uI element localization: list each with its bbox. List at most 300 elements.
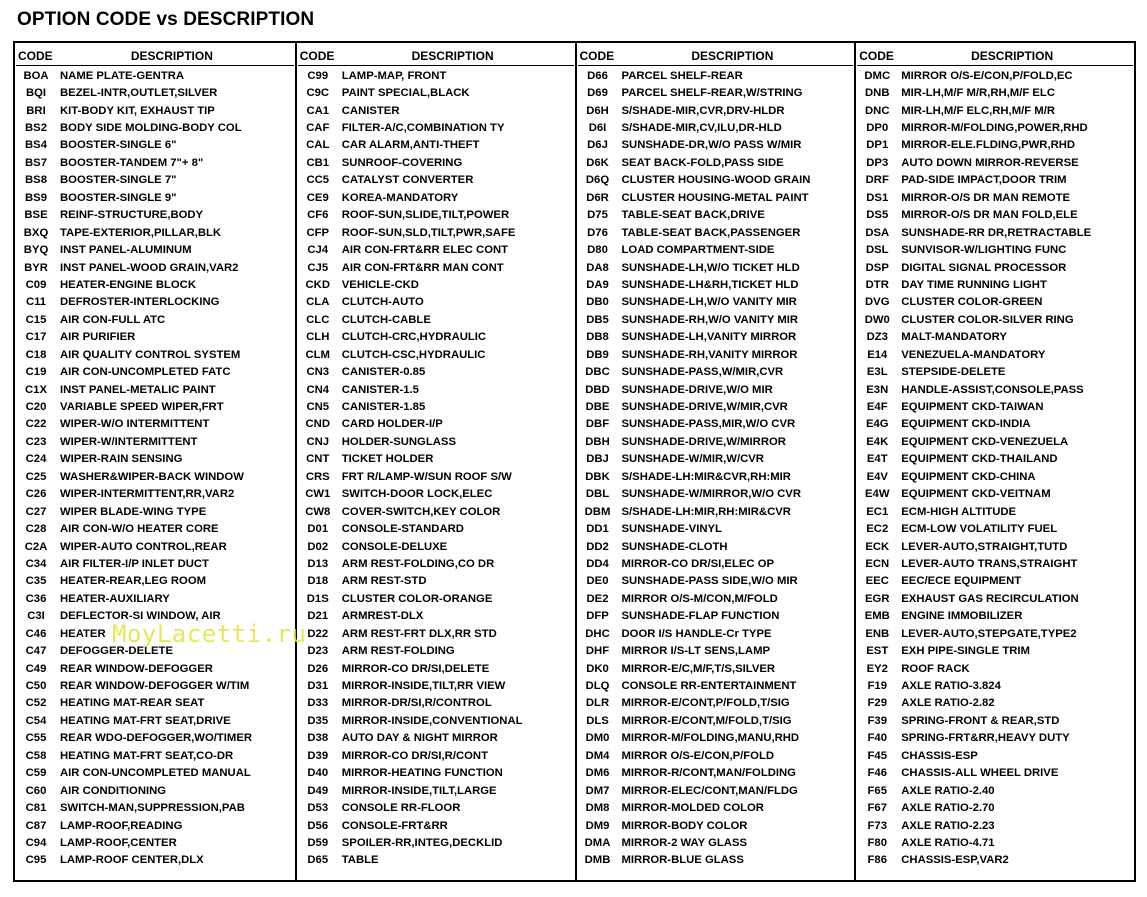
table-row <box>15 67 295 84</box>
table-row <box>297 660 575 677</box>
option-description: LAMP-ROOF CENTER,DLX <box>60 854 204 867</box>
table-row <box>577 468 855 485</box>
option-code: DBC <box>585 366 610 379</box>
option-code: BRI <box>26 104 46 117</box>
table-row <box>856 695 1134 712</box>
option-description: AXLE RATIO-3.824 <box>901 680 1001 693</box>
table-row <box>15 276 295 293</box>
option-code: C28 <box>25 523 47 536</box>
option-description: ROOF-SUN,SLIDE,TILT,POWER <box>341 209 510 222</box>
option-code: EC1 <box>866 505 889 518</box>
option-code: DFP <box>586 610 609 623</box>
option-description: DIGITAL SIGNAL PROCESSOR <box>901 261 1067 274</box>
table-row <box>15 660 295 677</box>
option-code: DBH <box>585 435 610 448</box>
option-code: BQI <box>25 87 47 100</box>
option-description: MIRROR-E/C,M/F,T/S,SILVER <box>621 662 776 675</box>
option-code: BSE <box>24 209 48 222</box>
option-code: DE0 <box>586 575 609 588</box>
table-row <box>15 468 295 485</box>
option-code: CLC <box>306 313 330 326</box>
option-description: AUTO DOWN MIRROR-REVERSE <box>901 156 1079 169</box>
table-row <box>856 590 1134 607</box>
option-code: C2A <box>24 540 48 553</box>
table-row <box>856 625 1134 642</box>
table-row <box>577 660 855 677</box>
option-code: C36 <box>25 592 47 605</box>
option-description: EQUIPMENT CKD-INDIA <box>901 418 1031 431</box>
table-row <box>856 137 1134 154</box>
option-code: C1X <box>25 383 47 396</box>
option-description: SPOILER-RR,INTEG,DECKLID <box>341 836 503 849</box>
option-code: D1S <box>306 592 329 605</box>
option-description: MIRROR-ELEC/CONT,MAN/FLDG <box>621 784 798 797</box>
table-row <box>297 311 575 328</box>
option-code: BS8 <box>25 174 47 187</box>
option-description: AIR CON-UNCOMPLETED MANUAL <box>60 767 251 780</box>
option-description: SUNSHADE-LH,W/O VANITY MIR <box>621 296 797 309</box>
table-row <box>577 695 855 712</box>
table-row <box>15 451 295 468</box>
option-code: CW8 <box>305 505 331 518</box>
option-description: CANISTER-0.85 <box>341 366 426 379</box>
option-description: LEVER-AUTO,STRAIGHT,TUTD <box>901 540 1068 553</box>
table-row <box>577 642 855 659</box>
option-description: CHASSIS-ESP,VAR2 <box>901 854 1009 867</box>
option-description: HEATING MAT-REAR SEAT <box>60 697 205 710</box>
table-row <box>297 329 575 346</box>
option-description: DOOR I/S HANDLE-Cr TYPE <box>621 627 772 640</box>
code-header: CODE <box>579 49 615 63</box>
table-row <box>577 608 855 625</box>
table-row <box>297 189 575 206</box>
table-row <box>856 154 1134 171</box>
option-description: MIRROR-E/CONT,P/FOLD,T/SIG <box>621 697 790 710</box>
option-description: ECM-LOW VOLATILITY FUEL <box>901 523 1058 536</box>
table-row <box>577 67 855 84</box>
table-row <box>15 799 295 816</box>
option-code: D13 <box>307 557 329 570</box>
table-row <box>577 730 855 747</box>
table-row <box>577 207 855 224</box>
option-description: CLUSTER HOUSING-METAL PAINT <box>621 191 809 204</box>
table-row <box>15 677 295 694</box>
option-code: DBL <box>585 488 610 501</box>
option-code: C94 <box>25 836 47 849</box>
table-row <box>15 817 295 834</box>
option-description: HEATER-ENGINE BLOCK <box>60 278 196 291</box>
table-row <box>577 503 855 520</box>
table-row <box>577 224 855 241</box>
table-row <box>15 695 295 712</box>
option-code: C54 <box>25 714 47 727</box>
table-row <box>577 765 855 782</box>
option-code: E4V <box>866 470 888 483</box>
option-description: SUNSHADE-RH,VANITY MIRROR <box>621 348 798 361</box>
option-description: HEATING MAT-FRT SEAT,DRIVE <box>60 714 231 727</box>
option-code: D6I <box>588 122 607 135</box>
option-description: BODY SIDE MOLDING-BODY COL <box>60 122 242 135</box>
table-row <box>856 224 1134 241</box>
table-row <box>297 782 575 799</box>
option-description: BOOSTER-SINGLE 9" <box>60 191 177 204</box>
code-header: CODE <box>18 49 53 63</box>
option-code: E3N <box>866 383 889 396</box>
table-row <box>15 782 295 799</box>
option-description: SUNSHADE-LH,W/O TICKET HLD <box>621 261 800 274</box>
option-description: AIR CON-UNCOMPLETED FATC <box>60 366 231 379</box>
table-row <box>297 137 575 154</box>
option-code: C58 <box>25 749 47 762</box>
table-row <box>856 346 1134 363</box>
option-code: DRF <box>865 174 889 187</box>
table-row <box>856 294 1134 311</box>
option-description: SWITCH-DOOR LOCK,ELEC <box>341 488 493 501</box>
option-code: DB8 <box>586 331 609 344</box>
option-code: C60 <box>25 784 47 797</box>
option-description: WIPER-RAIN SENSING <box>60 453 183 466</box>
option-description: REINF-STRUCTURE,BODY <box>60 209 204 222</box>
option-description: CONSOLE RR-ENTERTAINMENT <box>621 680 797 693</box>
option-description: EQUIPMENT CKD-TAIWAN <box>901 401 1044 414</box>
option-description: MIRROR-INSIDE,TILT,RR VIEW <box>341 680 506 693</box>
table-row <box>15 102 295 119</box>
option-description: PARCEL SHELF-REAR,W/STRING <box>621 87 803 100</box>
option-code: EEC <box>865 575 889 588</box>
table-row <box>297 695 575 712</box>
option-description: SPRING-FRT&RR,HEAVY DUTY <box>901 732 1070 745</box>
option-description: CANISTER <box>341 104 400 117</box>
option-code: C23 <box>25 435 47 448</box>
column-header <box>15 43 295 65</box>
option-code: CLA <box>306 296 330 309</box>
option-description: MIRROR-ELE.FLDING,PWR,RHD <box>901 139 1076 152</box>
table-row <box>297 67 575 84</box>
option-description: AIR CON-FRT&RR MAN CONT <box>341 261 504 274</box>
option-code: CLM <box>305 348 330 361</box>
option-description: LEVER-AUTO TRANS,STRAIGHT <box>901 557 1078 570</box>
option-description: LAMP-MAP, FRONT <box>341 69 447 82</box>
table-row <box>297 241 575 258</box>
table-row <box>15 241 295 258</box>
table-row <box>577 451 855 468</box>
option-code: CNT <box>306 453 330 466</box>
option-code: BS2 <box>25 122 47 135</box>
table-row <box>15 363 295 380</box>
option-code: DD4 <box>586 557 609 570</box>
option-description: MIRROR-INSIDE,CONVENTIONAL <box>341 714 523 727</box>
option-description: AIR PURIFIER <box>60 331 136 344</box>
page-title: OPTION CODE vs DESCRIPTION <box>17 9 315 30</box>
option-description: CLUTCH-CABLE <box>341 313 431 326</box>
table-row <box>577 782 855 799</box>
table-row <box>577 573 855 590</box>
table-row <box>577 259 855 276</box>
option-description: INST PANEL-WOOD GRAIN,VAR2 <box>60 261 239 274</box>
table-row <box>856 84 1134 101</box>
table-row <box>297 154 575 171</box>
option-description: BOOSTER-SINGLE 6" <box>60 139 177 152</box>
option-code: DB0 <box>586 296 609 309</box>
table-row <box>856 207 1134 224</box>
table-row <box>577 294 855 311</box>
option-code: F86 <box>867 854 887 867</box>
option-code: C18 <box>25 348 47 361</box>
table-row <box>15 834 295 851</box>
option-code: D02 <box>307 540 329 553</box>
table-column-1 <box>15 43 295 880</box>
option-code: C95 <box>25 854 47 867</box>
option-code: C46 <box>25 627 47 640</box>
table-row <box>297 433 575 450</box>
option-description: ARM REST-FRT DLX,RR STD <box>341 627 497 640</box>
table-row <box>15 381 295 398</box>
table-row <box>297 363 575 380</box>
row-list <box>15 66 295 869</box>
option-code: CJ5 <box>307 261 329 274</box>
option-code: D53 <box>307 802 329 815</box>
table-row <box>15 538 295 555</box>
table-row <box>856 747 1134 764</box>
option-description: WIPER-W/O INTERMITTENT <box>60 418 210 431</box>
option-description: MIRROR-HEATING FUNCTION <box>341 767 503 780</box>
option-code: CC5 <box>306 174 330 187</box>
option-code: DBE <box>585 401 610 414</box>
option-description: SUNSHADE-LH&RH,TICKET HLD <box>621 278 799 291</box>
option-description: MIRROR-CO DR/SI,R/CONT <box>341 749 488 762</box>
table-row <box>297 799 575 816</box>
table-row <box>856 660 1134 677</box>
option-description: MIRROR-CO DR/SI,DELETE <box>341 662 490 675</box>
option-code: C15 <box>25 313 47 326</box>
table-row <box>297 608 575 625</box>
table-row <box>297 538 575 555</box>
table-row <box>297 730 575 747</box>
option-code: C47 <box>25 645 47 658</box>
table-row <box>15 590 295 607</box>
row-list <box>856 66 1134 869</box>
table-row <box>15 294 295 311</box>
option-code: DMC <box>864 69 891 82</box>
option-code: D33 <box>307 697 329 710</box>
table-row <box>297 642 575 659</box>
table-row <box>15 84 295 101</box>
option-description: LAMP-ROOF,READING <box>60 819 183 832</box>
option-description: KOREA-MANDATORY <box>341 191 459 204</box>
option-description: CLUTCH-CSC,HYDRAULIC <box>341 348 486 361</box>
option-code: ENB <box>865 627 890 640</box>
option-code: F73 <box>867 819 887 832</box>
option-code: DP1 <box>866 139 889 152</box>
table-row <box>856 329 1134 346</box>
option-description: MALT-MANDATORY <box>901 331 1007 344</box>
option-code: DM4 <box>585 749 610 762</box>
option-code: D22 <box>307 627 329 640</box>
option-description: MIRROR-O/S DR MAN REMOTE <box>901 191 1071 204</box>
option-description: PAINT SPECIAL,BLACK <box>341 87 470 100</box>
table-row <box>577 712 855 729</box>
option-code: DM8 <box>585 802 610 815</box>
option-code: D23 <box>307 645 329 658</box>
table-row <box>856 381 1134 398</box>
option-code: BS9 <box>25 191 47 204</box>
option-description: SUNSHADE-RR DR,RETRACTABLE <box>901 226 1092 239</box>
option-description: KIT-BODY KIT, EXHAUST TIP <box>60 104 215 117</box>
option-code: C19 <box>25 366 47 379</box>
table-row <box>856 416 1134 433</box>
option-description: HEATER-AUXILIARY <box>60 592 170 605</box>
table-row <box>15 172 295 189</box>
table-row <box>15 119 295 136</box>
option-description: CONSOLE-FRT&RR <box>341 819 448 832</box>
option-code: CNJ <box>306 435 330 448</box>
option-code: D66 <box>587 69 608 82</box>
option-description: HOLDER-SUNGLASS <box>341 435 456 448</box>
option-description: AIR CON-FULL ATC <box>60 313 166 326</box>
option-code: C55 <box>25 732 47 745</box>
table-row <box>577 172 855 189</box>
table-row <box>856 573 1134 590</box>
table-row <box>856 730 1134 747</box>
option-code: F65 <box>867 784 887 797</box>
option-code: DS1 <box>866 191 889 204</box>
option-code: DW0 <box>864 313 890 326</box>
option-code: F45 <box>867 749 887 762</box>
option-description: MIRROR O/S-E/CON,P/FOLD <box>621 749 775 762</box>
option-code: BS4 <box>25 139 47 152</box>
option-code: DBD <box>585 383 610 396</box>
table-row <box>297 817 575 834</box>
option-description: CONSOLE-DELUXE <box>341 540 448 553</box>
table-row <box>856 468 1134 485</box>
option-code: D26 <box>307 662 329 675</box>
option-code: C99 <box>307 69 329 82</box>
option-description: NAME PLATE-GENTRA <box>60 69 185 82</box>
option-code: D39 <box>307 749 329 762</box>
option-code: C11 <box>25 296 47 309</box>
table-row <box>297 451 575 468</box>
table-row <box>15 189 295 206</box>
option-description: DAY TIME RUNNING LIGHT <box>901 278 1047 291</box>
option-code: CFP <box>306 226 330 239</box>
row-list <box>297 66 575 869</box>
option-code: EMB <box>864 610 890 623</box>
option-description: FILTER-A/C,COMBINATION TY <box>341 122 505 135</box>
table-row <box>297 224 575 241</box>
option-description: BEZEL-INTR,OUTLET,SILVER <box>60 87 218 100</box>
option-code: CJ4 <box>307 244 329 257</box>
option-code: CLH <box>306 331 330 344</box>
option-description: EXH PIPE-SINGLE TRIM <box>901 645 1030 658</box>
table-row <box>15 398 295 415</box>
option-description: MIRROR O/S-E/CON,P/FOLD,EC <box>901 69 1073 82</box>
table-row <box>15 555 295 572</box>
option-code: CW1 <box>305 488 331 501</box>
table-row <box>577 852 855 869</box>
table-row <box>577 381 855 398</box>
option-code-table <box>13 41 1136 882</box>
option-description: FRT R/LAMP-W/SUN ROOF S/W <box>341 470 512 483</box>
table-row <box>577 398 855 415</box>
table-row <box>15 712 295 729</box>
option-description: SUNSHADE-DRIVE,W/O MIR <box>621 383 773 396</box>
option-description: MIRROR I/S-LT SENS,LAMP <box>621 645 771 658</box>
table-row <box>577 538 855 555</box>
table-row <box>15 416 295 433</box>
option-code: C17 <box>25 331 47 344</box>
option-description: AXLE RATIO-4.71 <box>901 836 995 849</box>
option-description: VEHICLE-CKD <box>341 278 419 291</box>
table-row <box>15 137 295 154</box>
option-description: MIRROR-M/FOLDING,MANU,RHD <box>621 732 800 745</box>
option-code: DLR <box>585 697 610 710</box>
option-description: INST PANEL-METALIC PAINT <box>60 383 216 396</box>
option-code: C3I <box>27 610 45 623</box>
table-row <box>297 416 575 433</box>
table-row <box>856 799 1134 816</box>
option-description: WIPER-W/INTERMITTENT <box>60 435 198 448</box>
option-code: DSA <box>865 226 890 239</box>
table-row <box>577 520 855 537</box>
table-row <box>15 486 295 503</box>
option-code: F46 <box>867 767 887 780</box>
option-description: S/SHADE-LH:MIR,RH:MIR&CVR <box>621 505 791 518</box>
option-description: SUNSHADE-FLAP FUNCTION <box>621 610 780 623</box>
option-description: HEATER <box>60 627 106 640</box>
option-code: D80 <box>587 244 608 257</box>
option-code: BS7 <box>25 156 47 169</box>
option-description: MIR-LH,M/F ELC,RH,M/F M/R <box>901 104 1055 117</box>
option-code: D65 <box>307 854 329 867</box>
option-description: ENGINE IMMOBILIZER <box>901 610 1023 623</box>
option-code: D35 <box>307 714 329 727</box>
code-header: CODE <box>299 49 335 63</box>
option-code: D6Q <box>585 174 610 187</box>
option-description: CARD HOLDER-I/P <box>341 418 443 431</box>
table-row <box>856 538 1134 555</box>
option-description: CHASSIS-ALL WHEEL DRIVE <box>901 767 1059 780</box>
code-header: CODE <box>859 49 894 63</box>
option-description: WIPER-AUTO CONTROL,REAR <box>60 540 227 553</box>
option-description: AXLE RATIO-2.40 <box>901 784 995 797</box>
option-description: CLUTCH-CRC,HYDRAULIC <box>341 331 487 344</box>
table-row <box>856 642 1134 659</box>
table-row <box>577 363 855 380</box>
watermark-text: MoyLacetti.ru <box>112 620 307 648</box>
option-code: DMB <box>584 854 611 867</box>
table-row <box>297 486 575 503</box>
option-code: EST <box>866 645 889 658</box>
option-code: DTR <box>865 278 889 291</box>
option-description: SUNSHADE-DR,W/O PASS W/MIR <box>621 139 802 152</box>
table-row <box>297 84 575 101</box>
table-row <box>577 189 855 206</box>
option-code: CN4 <box>306 383 330 396</box>
option-code: CN3 <box>306 366 330 379</box>
table-row <box>297 102 575 119</box>
option-code: D31 <box>307 680 329 693</box>
table-row <box>297 573 575 590</box>
table-row <box>15 207 295 224</box>
option-code: DM0 <box>585 732 610 745</box>
option-code: DLQ <box>585 680 610 693</box>
option-code: F67 <box>867 802 887 815</box>
option-description: CONSOLE-STANDARD <box>341 523 464 536</box>
option-code: BXQ <box>23 226 49 239</box>
table-row <box>15 573 295 590</box>
option-description: WIPER BLADE-WING TYPE <box>60 505 207 518</box>
option-description: AUTO DAY & NIGHT MIRROR <box>341 732 498 745</box>
